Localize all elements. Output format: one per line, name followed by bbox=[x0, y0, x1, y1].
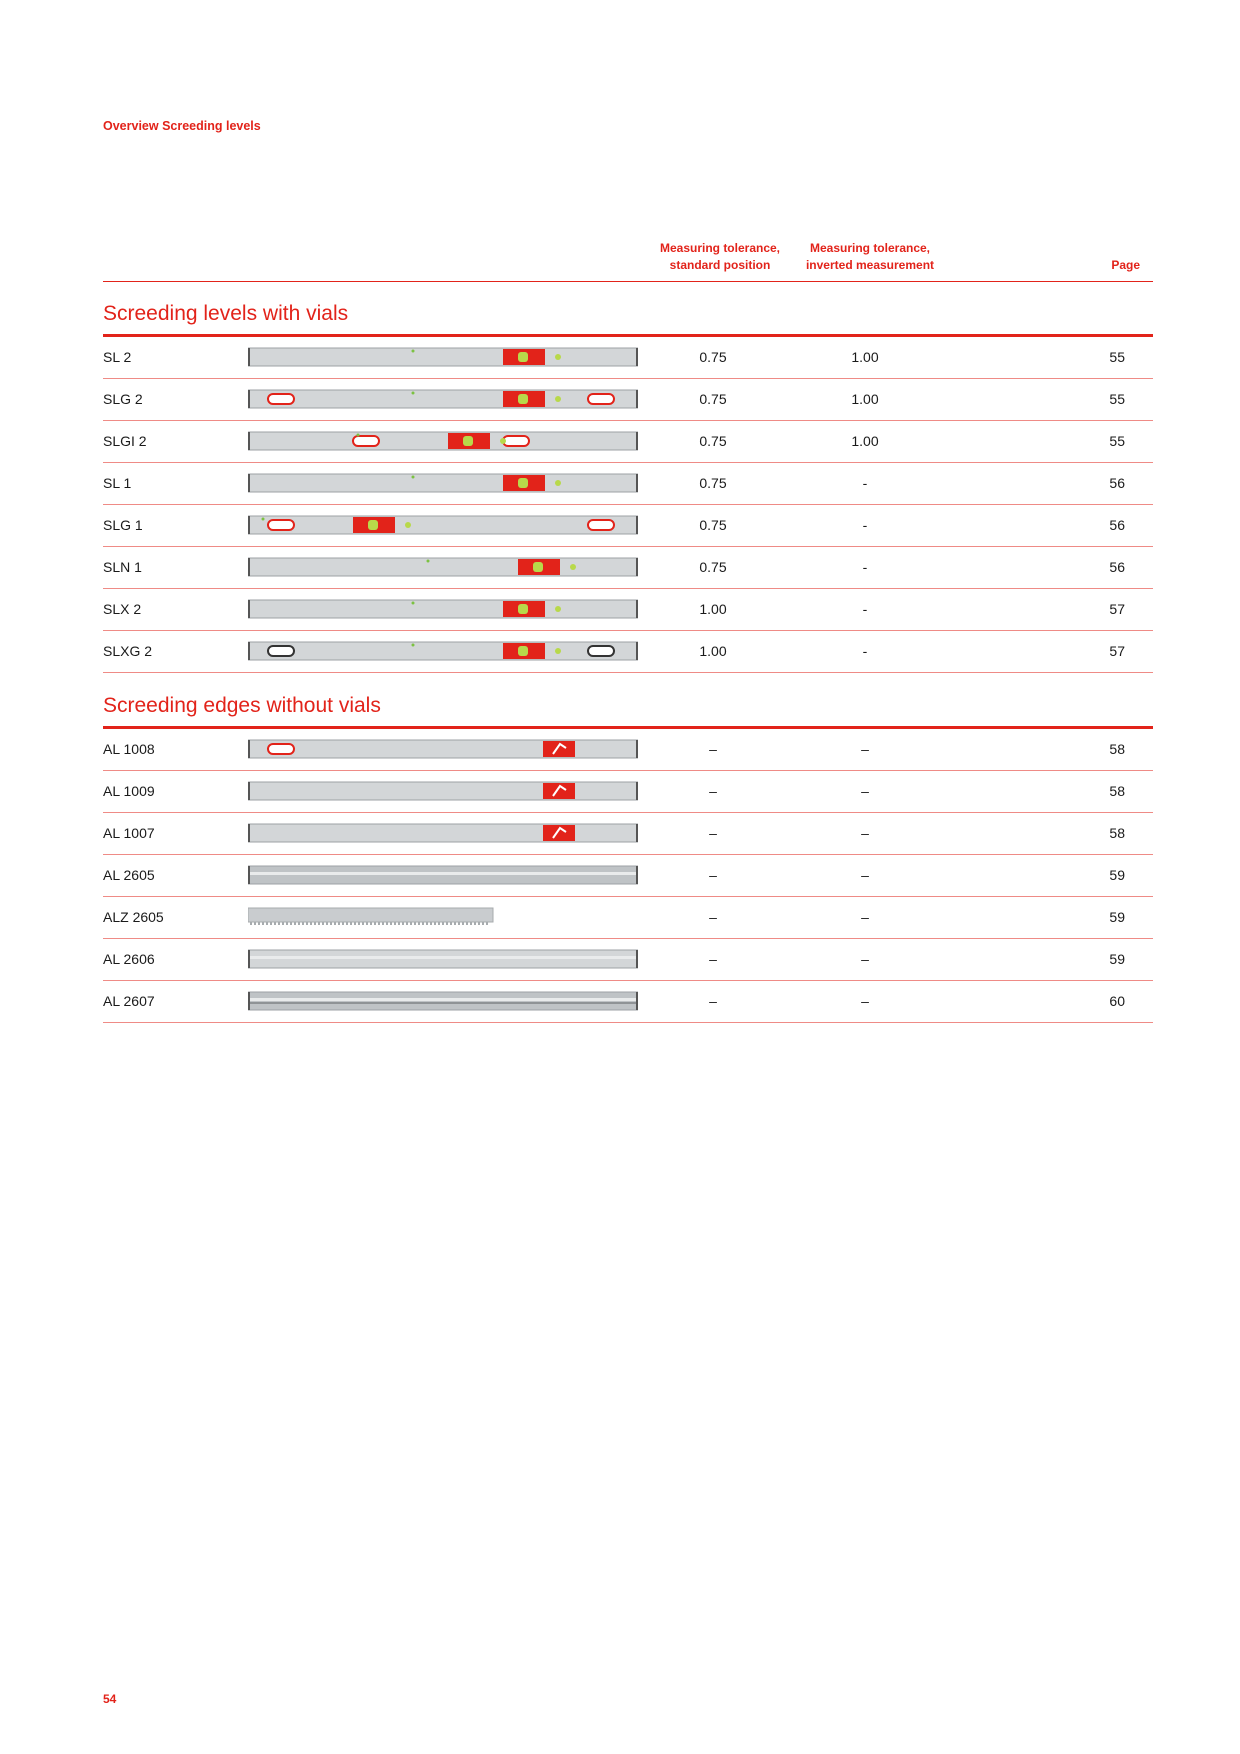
product-name: ALZ 2605 bbox=[103, 909, 164, 925]
table-row bbox=[103, 631, 1153, 673]
page-reference: 56 bbox=[1109, 475, 1125, 491]
table-row bbox=[103, 771, 1153, 813]
levels-with-vials-list bbox=[103, 337, 1153, 673]
tolerance-standard: 1.00 bbox=[699, 643, 727, 659]
tolerance-inverted: – bbox=[861, 783, 869, 799]
tolerance-inverted: – bbox=[861, 951, 869, 967]
tolerance-inverted: 1.00 bbox=[851, 433, 879, 449]
tolerance-inverted: – bbox=[861, 909, 869, 925]
tolerance-standard: 0.75 bbox=[699, 559, 727, 575]
tolerance-inverted: – bbox=[861, 867, 869, 883]
table-row bbox=[103, 337, 1153, 379]
product-image bbox=[248, 864, 638, 886]
product-image bbox=[248, 514, 638, 536]
product-image bbox=[248, 640, 638, 662]
page-reference: 55 bbox=[1109, 433, 1125, 449]
column-header-tolerance-inverted-line1: Measuring tolerance, bbox=[809, 241, 931, 255]
product-image bbox=[248, 906, 638, 928]
table-row bbox=[103, 939, 1153, 981]
product-name: SLXG 2 bbox=[103, 643, 153, 659]
product-image bbox=[248, 948, 638, 970]
product-name: AL 1008 bbox=[103, 741, 155, 757]
header-divider bbox=[103, 281, 1153, 282]
table-row bbox=[103, 379, 1153, 421]
product-name: SL 2 bbox=[103, 349, 132, 365]
product-name: AL 1007 bbox=[103, 825, 155, 841]
table-row bbox=[103, 463, 1153, 505]
tolerance-standard: 1.00 bbox=[699, 601, 727, 617]
product-name: SLGI 2 bbox=[103, 433, 147, 449]
column-header-tolerance-inverted bbox=[790, 240, 950, 274]
tolerance-inverted: - bbox=[862, 475, 868, 491]
product-name: AL 1009 bbox=[103, 783, 155, 799]
product-name: SL 1 bbox=[103, 475, 132, 491]
tolerance-standard: – bbox=[709, 741, 717, 757]
page-reference: 55 bbox=[1109, 391, 1125, 407]
product-name: SLN 1 bbox=[103, 559, 142, 575]
table-row bbox=[103, 505, 1153, 547]
page-reference: 58 bbox=[1109, 741, 1125, 757]
tolerance-inverted: - bbox=[862, 559, 868, 575]
tolerance-inverted: – bbox=[861, 825, 869, 841]
table-row bbox=[103, 981, 1153, 1023]
tolerance-standard: – bbox=[709, 909, 717, 925]
tolerance-standard: – bbox=[709, 825, 717, 841]
product-image bbox=[248, 822, 638, 844]
page-reference: 57 bbox=[1109, 601, 1125, 617]
column-header-tolerance-standard-line1: Measuring tolerance, bbox=[659, 241, 781, 255]
page-number: 54 bbox=[103, 1692, 117, 1706]
tolerance-standard: 0.75 bbox=[699, 349, 727, 365]
table-row bbox=[103, 897, 1153, 939]
page-reference: 58 bbox=[1109, 825, 1125, 841]
page-reference: 58 bbox=[1109, 783, 1125, 799]
product-image bbox=[248, 472, 638, 494]
breadcrumb: Overview Screeding levels bbox=[103, 119, 261, 133]
page-reference: 59 bbox=[1109, 867, 1125, 883]
column-header-tolerance-standard bbox=[640, 240, 800, 274]
tolerance-inverted: - bbox=[862, 643, 868, 659]
product-image bbox=[248, 346, 638, 368]
product-image bbox=[248, 738, 638, 760]
table-row bbox=[103, 547, 1153, 589]
product-name: SLG 1 bbox=[103, 517, 143, 533]
tolerance-standard: 0.75 bbox=[699, 475, 727, 491]
product-image bbox=[248, 598, 638, 620]
table-row bbox=[103, 813, 1153, 855]
product-image bbox=[248, 430, 638, 452]
product-name: AL 2607 bbox=[103, 993, 155, 1009]
page-reference: 57 bbox=[1109, 643, 1125, 659]
product-name: SLG 2 bbox=[103, 391, 143, 407]
tolerance-standard: – bbox=[709, 951, 717, 967]
edges-without-vials-list bbox=[103, 729, 1153, 1023]
product-image bbox=[248, 388, 638, 410]
page-reference: 59 bbox=[1109, 951, 1125, 967]
tolerance-standard: 0.75 bbox=[699, 391, 727, 407]
column-header-page: Page bbox=[1111, 258, 1140, 272]
page-reference: 56 bbox=[1109, 559, 1125, 575]
tolerance-inverted: 1.00 bbox=[851, 349, 879, 365]
tolerance-standard: 0.75 bbox=[699, 517, 727, 533]
column-header-tolerance-inverted-line2: inverted measurement bbox=[805, 258, 935, 272]
tolerance-inverted: 1.00 bbox=[851, 391, 879, 407]
tolerance-inverted: – bbox=[861, 741, 869, 757]
page-reference: 59 bbox=[1109, 909, 1125, 925]
product-image bbox=[248, 780, 638, 802]
section-title-edges-without-vials: Screeding edges without vials bbox=[103, 694, 381, 717]
page-reference: 56 bbox=[1109, 517, 1125, 533]
table-row bbox=[103, 855, 1153, 897]
tolerance-standard: 0.75 bbox=[699, 433, 727, 449]
page-reference: 55 bbox=[1109, 349, 1125, 365]
table-row bbox=[103, 421, 1153, 463]
page-reference: 60 bbox=[1109, 993, 1125, 1009]
product-image bbox=[248, 556, 638, 578]
tolerance-inverted: - bbox=[862, 517, 868, 533]
product-image bbox=[248, 990, 638, 1012]
section-title-levels-with-vials: Screeding levels with vials bbox=[103, 302, 349, 325]
tolerance-standard: – bbox=[709, 993, 717, 1009]
tolerance-standard: – bbox=[709, 783, 717, 799]
table-row bbox=[103, 589, 1153, 631]
product-name: SLX 2 bbox=[103, 601, 142, 617]
product-name: AL 2606 bbox=[103, 951, 155, 967]
tolerance-inverted: – bbox=[861, 993, 869, 1009]
column-header-tolerance-standard-line2: standard position bbox=[669, 258, 771, 272]
table-row bbox=[103, 729, 1153, 771]
product-name: AL 2605 bbox=[103, 867, 155, 883]
tolerance-standard: – bbox=[709, 867, 717, 883]
tolerance-inverted: - bbox=[862, 601, 868, 617]
